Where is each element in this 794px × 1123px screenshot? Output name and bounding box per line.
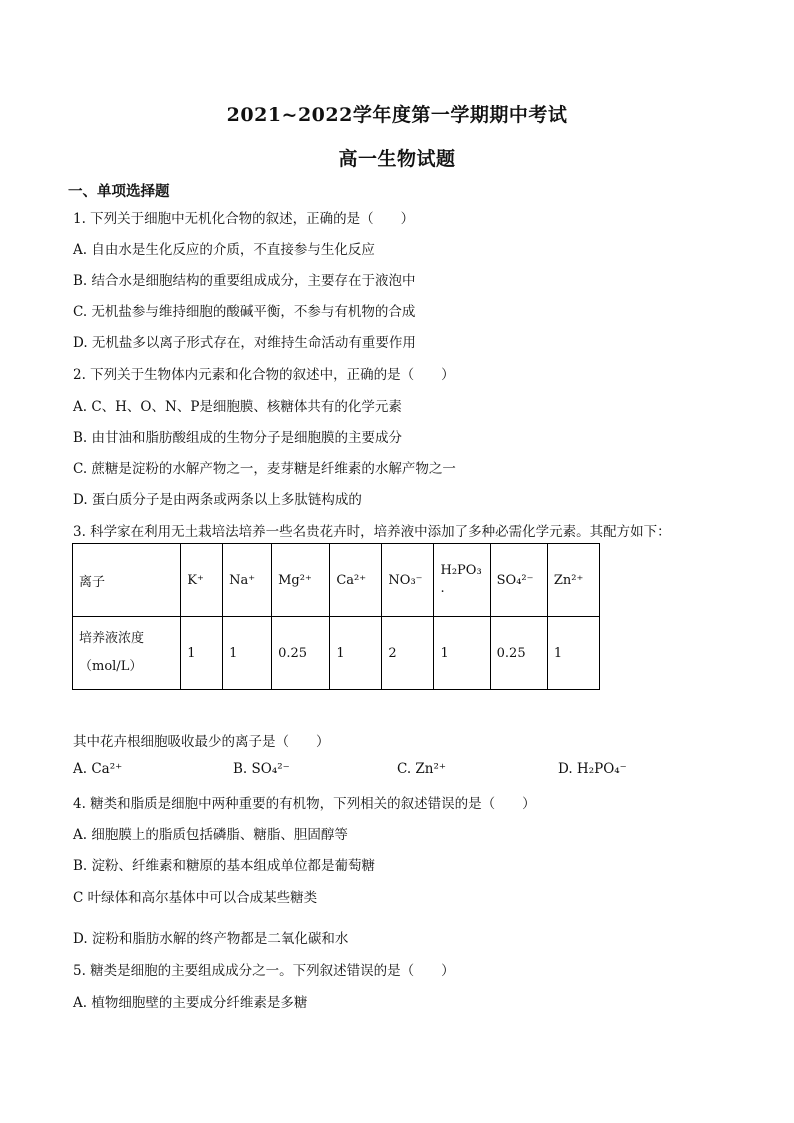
table-cell: Mg²⁺ [272, 544, 330, 617]
q1-option-a: A. 自由水是生化反应的介质，不直接参与生化反应 [73, 242, 375, 258]
table-cell: 1 [547, 617, 599, 690]
q2-option-b: B. 由甘油和脂肪酸组成的生物分子是细胞膜的主要成分 [73, 430, 403, 446]
table-cell-line: （mol/L） [79, 659, 143, 674]
table-row [73, 617, 600, 690]
exam-subtitle: 高一生物试题 [338, 148, 456, 170]
q4-option-a: A. 细胞膜上的脂质包括磷脂、糖脂、胆固醇等 [73, 827, 348, 843]
q1-option-b: B. 结合水是细胞结构的重要组成成分，主要存在于液泡中 [73, 273, 416, 289]
table-cell: 2 [382, 617, 434, 690]
q3-option-b: B. SO₄²⁻ [233, 761, 290, 777]
q2-option-c: C. 蔗糖是淀粉的水解产物之一，麦芽糖是纤维素的水解产物之一 [73, 461, 456, 477]
table-cell: 1 [330, 617, 382, 690]
table-cell-line: H₂PO₃ [440, 563, 482, 578]
table-cell: 0.25 [490, 617, 547, 690]
q5-option-a: A. 植物细胞壁的主要成分纤维素是多糖 [73, 995, 308, 1011]
table-cell: 1 [181, 617, 223, 690]
q5-stem: 5. 糖类是细胞的主要组成成分之一。下列叙述错误的是（ ） [73, 963, 455, 979]
table-cell [73, 617, 181, 690]
q1-option-d: D. 无机盐多以离子形式存在，对维持生命活动有重要作用 [73, 335, 416, 351]
table-cell: 0.25 [272, 617, 330, 690]
q2-option-a: A. C、H、O、N、P是细胞膜、核糖体共有的化学元素 [73, 399, 402, 415]
q1-stem: 1. 下列关于细胞中无机化合物的叙述，正确的是（ ） [73, 211, 415, 227]
q2-stem: 2. 下列关于生物体内元素和化合物的叙述中，正确的是（ ） [73, 367, 455, 383]
q3-option-a: A. Ca²⁺ [73, 761, 123, 777]
table-cell: SO₄²⁻ [490, 544, 547, 617]
q3-option-d: D. H₂PO₄⁻ [558, 761, 627, 777]
table-cell-line: . [440, 581, 445, 596]
table-cell: Zn²⁺ [547, 544, 599, 617]
q2-option-d: D. 蛋白质分子是由两条或两条以上多肽链构成的 [73, 492, 362, 508]
q4-option-b: B. 淀粉、纤维素和糖原的基本组成单位都是葡萄糖 [73, 858, 376, 874]
table-cell: Ca²⁺ [330, 544, 382, 617]
table-cell: K⁺ [181, 544, 223, 617]
table-cell: 1 [223, 617, 272, 690]
table-cell: NO₃⁻ [382, 544, 434, 617]
q1-option-c: C. 无机盐参与维持细胞的酸碱平衡，不参与有机物的合成 [73, 304, 416, 320]
table-cell [434, 544, 490, 617]
q4-option-c: C 叶绿体和高尔基体中可以合成某些糖类 [73, 890, 318, 906]
table-row [73, 544, 600, 617]
q3-option-c: C. Zn²⁺ [397, 761, 447, 777]
nutrient-table [72, 543, 600, 690]
q3-question: 其中花卉根细胞吸收最少的离子是（ ） [73, 734, 330, 750]
q4-stem: 4. 糖类和脂质是细胞中两种重要的有机物，下列相关的叙述错误的是（ ） [73, 796, 536, 812]
exam-title: 2021~2022学年度第一学期期中考试 [226, 104, 568, 126]
q3-stem: 3. 科学家在利用无土栽培法培养一些名贵花卉时，培养液中添加了多种必需化学元素。其配方如下： [73, 524, 671, 540]
q4-option-d: D. 淀粉和脂肪水解的终产物都是二氧化碳和水 [73, 931, 349, 947]
table-cell: 1 [434, 617, 490, 690]
section-heading: 一、单项选择题 [68, 183, 170, 200]
table-cell: Na⁺ [223, 544, 272, 617]
table-cell: 离子 [73, 544, 181, 617]
table-cell-line: 培养液浓度 [79, 631, 145, 646]
